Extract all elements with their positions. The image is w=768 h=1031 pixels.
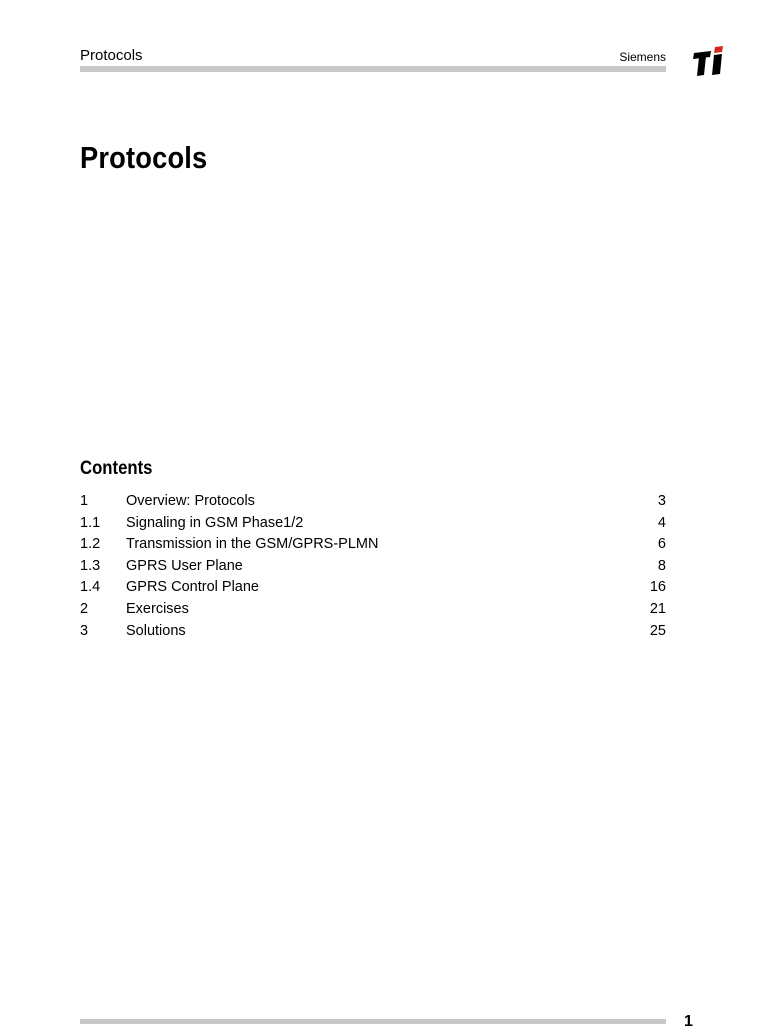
page-number: 1 (684, 1013, 693, 1030)
table-of-contents (80, 491, 666, 642)
toc-entry[interactable] (80, 621, 666, 643)
toc-entry-title: Transmission in the GSM/GPRS-PLMN (126, 536, 379, 553)
footer-rule (80, 1019, 666, 1024)
toc-entry-title: GPRS User Plane (126, 557, 243, 574)
toc-entry-number: 3 (80, 622, 89, 639)
toc-entry-page: 3 (657, 493, 666, 509)
toc-entry[interactable] (80, 556, 666, 578)
toc-entry-page: 8 (657, 557, 666, 574)
ti-logo-icon (690, 46, 724, 76)
header-section-title: Protocols (80, 47, 143, 64)
toc-entry-number: 1.3 (80, 557, 101, 574)
toc-entry-page: 16 (649, 579, 666, 596)
toc-entry[interactable] (80, 577, 666, 599)
page-title: Protocols (80, 140, 208, 175)
toc-entry[interactable] (80, 491, 666, 513)
logo-t-stem (697, 56, 706, 76)
logo-i-stem (712, 54, 722, 75)
toc-entry-page: 4 (657, 514, 666, 531)
toc-entry-title: Overview: Protocols (126, 493, 255, 509)
toc-entry-title: Exercises (126, 600, 189, 617)
toc-entry-number: 1.1 (80, 514, 101, 531)
toc-entry[interactable] (80, 599, 666, 621)
toc-entry-page: 21 (649, 600, 666, 617)
toc-entry-number: 2 (80, 600, 89, 617)
toc-entry-title: GPRS Control Plane (126, 579, 259, 596)
toc-entry-number: 1 (80, 493, 89, 509)
contents-heading: Contents (80, 458, 153, 479)
toc-entry-title: Signaling in GSM Phase1/2 (126, 514, 304, 531)
header-company-name: Siemens (619, 50, 666, 64)
logo-i-dot (714, 46, 723, 53)
toc-entry-page: 25 (649, 622, 666, 639)
toc-entry-title: Solutions (126, 622, 186, 639)
toc-entry-number: 1.4 (80, 579, 101, 596)
toc-entry-page: 6 (657, 536, 666, 553)
toc-entry[interactable] (80, 534, 666, 556)
toc-entry[interactable] (80, 513, 666, 535)
toc-entry-number: 1.2 (80, 536, 101, 553)
header-rule (80, 66, 666, 72)
